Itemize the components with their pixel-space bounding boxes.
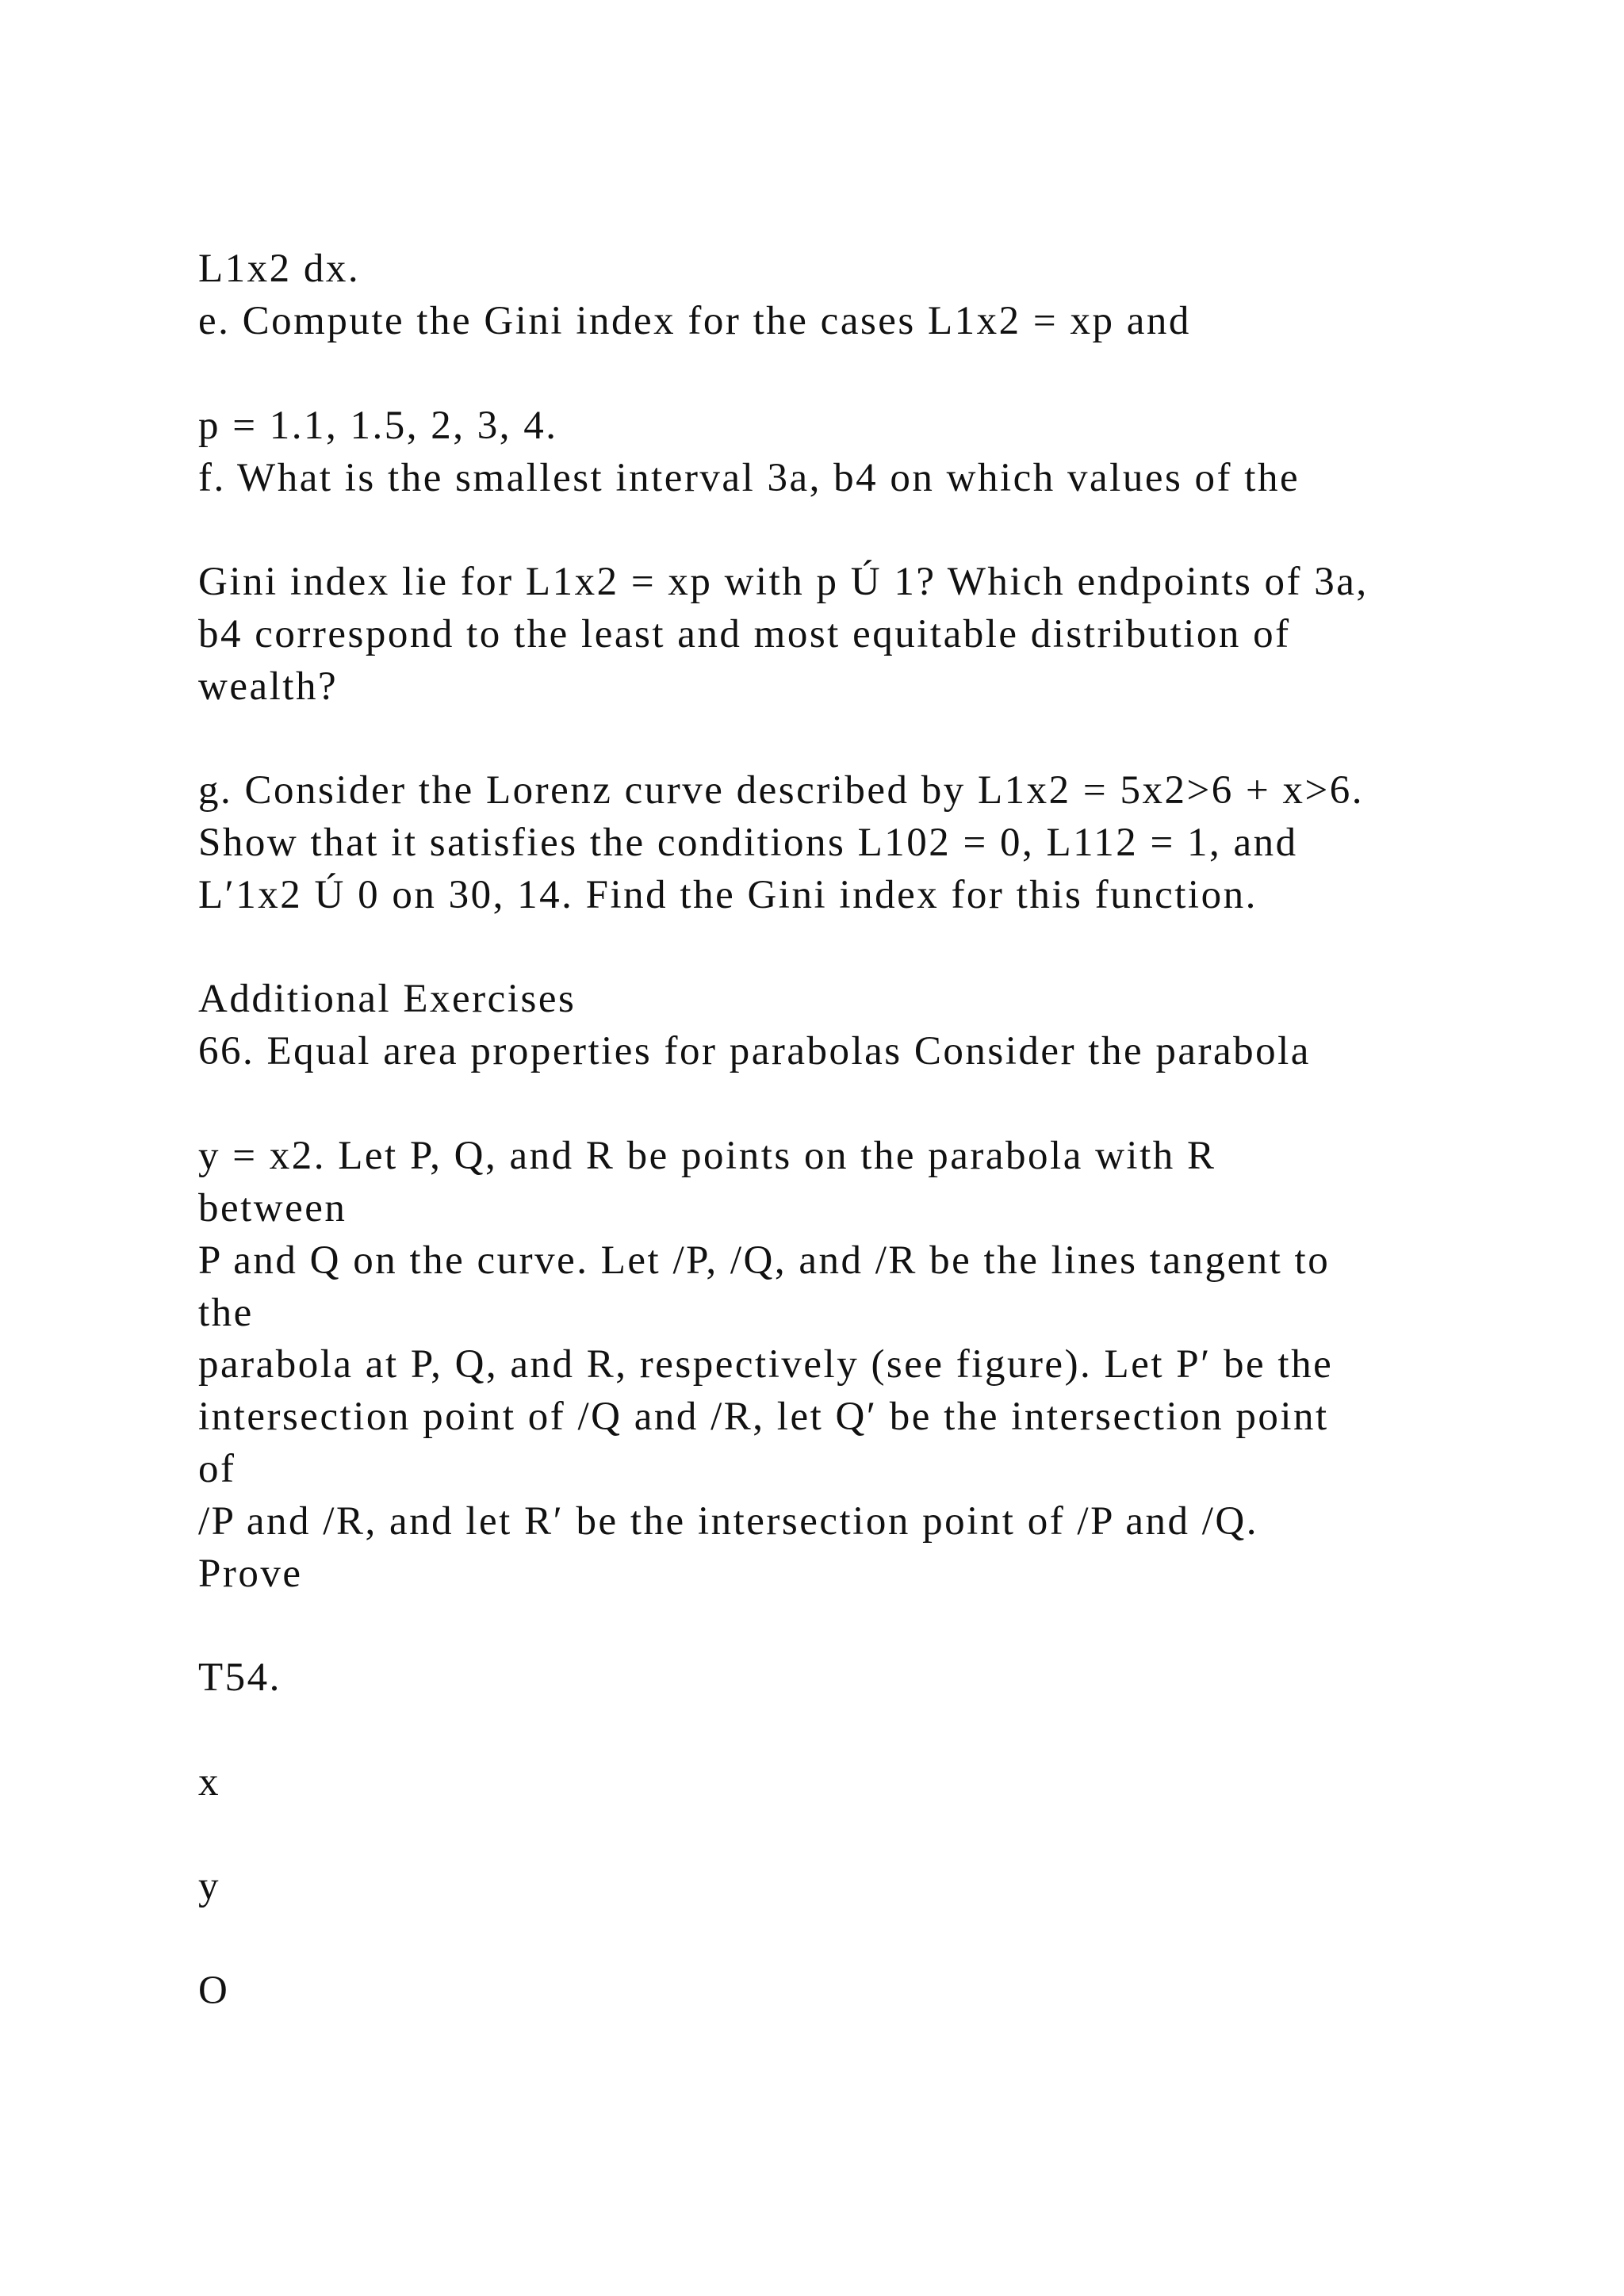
text-line-1: L1x2 dx. xyxy=(198,247,361,291)
text-line-19: of xyxy=(198,1447,236,1491)
figure-label-x: x xyxy=(198,1760,220,1804)
text-line-4: f. What is the smallest interval 3a, b4 on which values of the xyxy=(198,456,1300,500)
figure-number: T54. xyxy=(198,1655,282,1700)
text-line-17: parabola at P, Q, and R, respectively (see figure). Let P′ be the xyxy=(198,1342,1334,1387)
text-line-7: wealth? xyxy=(198,664,339,709)
text-line-3: p = 1.1, 1.5, 2, 3, 4. xyxy=(198,404,558,448)
text-line-16: the xyxy=(198,1291,254,1335)
text-line-10: L′1x2 Ú 0 on 30, 14. Find the Gini index for this function. xyxy=(198,873,1258,917)
section-heading: Additional Exercises xyxy=(198,977,576,1021)
figure-label-y: y xyxy=(198,1864,220,1908)
text-line-15: P and Q on the curve. Let /P, /Q, and /R be the lines tangent to xyxy=(198,1238,1331,1283)
text-line-2: e. Compute the Gini index for the cases L1x2 = xp and xyxy=(198,299,1191,343)
text-line-14: between xyxy=(198,1186,347,1230)
text-line-8: g. Consider the Lorenz curve described by L1x2 = 5x2>6 + x>6. xyxy=(198,768,1364,813)
text-line-5: Gini index lie for L1x2 = xp with p Ú 1? Which endpoints of 3a, xyxy=(198,560,1369,604)
text-line-13: y = x2. Let P, Q, and R be points on the parabola with R xyxy=(198,1134,1216,1178)
text-line-9: Show that it satisfies the conditions L102 = 0, L112 = 1, and xyxy=(198,821,1298,865)
text-line-21: Prove xyxy=(198,1552,303,1596)
text-line-6: b4 correspond to the least and most equitable distribution of xyxy=(198,612,1291,656)
text-line-20: /P and /R, and let R′ be the intersection point of /P and /Q. xyxy=(198,1499,1258,1544)
figure-label-origin: O xyxy=(198,1969,230,2013)
text-line-12: 66. Equal area properties for parabolas Consider the parabola xyxy=(198,1029,1311,1073)
text-line-18: intersection point of /Q and /R, let Q′ be the intersection point xyxy=(198,1395,1329,1439)
